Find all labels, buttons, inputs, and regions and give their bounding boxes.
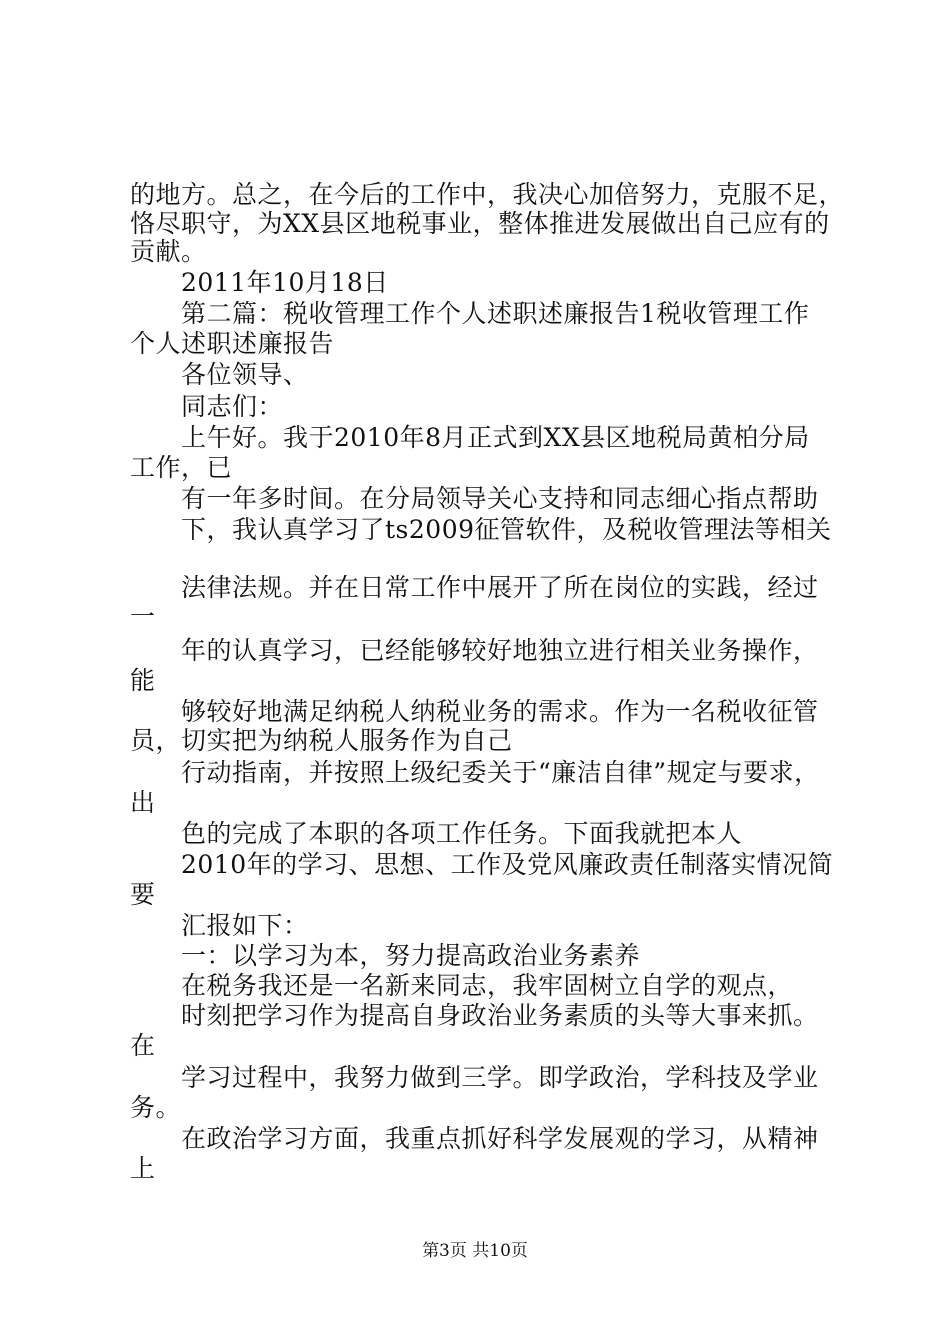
text-line: 务。 [130,1093,182,1122]
text-line: 员，切实把为纳税人服务作为自己 [130,726,513,755]
text-line: 色的完成了本职的各项工作任务。下面我就把本人 [181,819,743,848]
text-line: 有一年多时间。在分局领导关心支持和同志细心指点帮助 [181,484,819,513]
text-line: 要 [130,880,156,909]
text-line: 年的认真学习，已经能够较好地独立进行相关业务操作， [181,636,819,665]
text-line: 时刻把学习作为提高自身政治业务素质的头等大事来抓。 [181,1001,819,1030]
section-title: 第二篇：税收管理工作个人述职述廉报告1税收管理工作 [181,299,810,328]
text-line: 贡献。 [130,237,207,266]
text-line: 下，我认真学习了ts2009征管软件，及税收管理法等相关 [181,515,832,544]
text-line: 上午好。我于2010年8月正式到XX县区地税局黄柏分局 [181,423,810,452]
text-line: 在 [130,1031,156,1060]
text-line: 学习过程中，我努力做到三学。即学政治，学科技及学业 [181,1063,819,1092]
salutation: 同志们： [181,392,284,421]
text-line: 出 [130,788,156,817]
text-line: 行动指南，并按照上级纪委关于“廉洁自律”规定与要求， [181,758,820,787]
salutation: 各位领导、 [181,360,309,389]
text-line: 在税务我还是一名新来同志，我牢固树立自学的观点， [181,971,794,1000]
section-title: 个人述职述廉报告 [130,329,335,358]
text-line: 在政治学习方面，我重点抓好科学发展观的学习，从精神 [181,1124,819,1153]
text-line: 一 [130,602,156,631]
section-heading: 一：以学习为本，努力提高政治业务素养 [181,941,641,970]
text-line: 工作，已 [130,453,233,482]
text-line: 够较好地满足纳税人纳税业务的需求。作为一名税收征管 [181,697,819,726]
date-line: 2011年10月18日 [181,268,389,297]
text-line: 2010年的学习、思想、工作及党风廉政责任制落实情况简 [181,850,834,879]
text-line: 恪尽职守，为XX县区地税事业，整体推进发展做出自己应有的 [130,209,830,238]
text-line: 能 [130,666,156,695]
page-number-footer: 第3页 共10页 [422,1241,528,1261]
text-line: 法律法规。并在日常工作中展开了所在岗位的实践，经过 [181,573,819,602]
text-line: 汇报如下： [181,911,309,940]
text-line: 的地方。总之，在今后的工作中，我决心加倍努力，克服不足， [130,180,845,209]
text-line: 上 [130,1154,156,1183]
